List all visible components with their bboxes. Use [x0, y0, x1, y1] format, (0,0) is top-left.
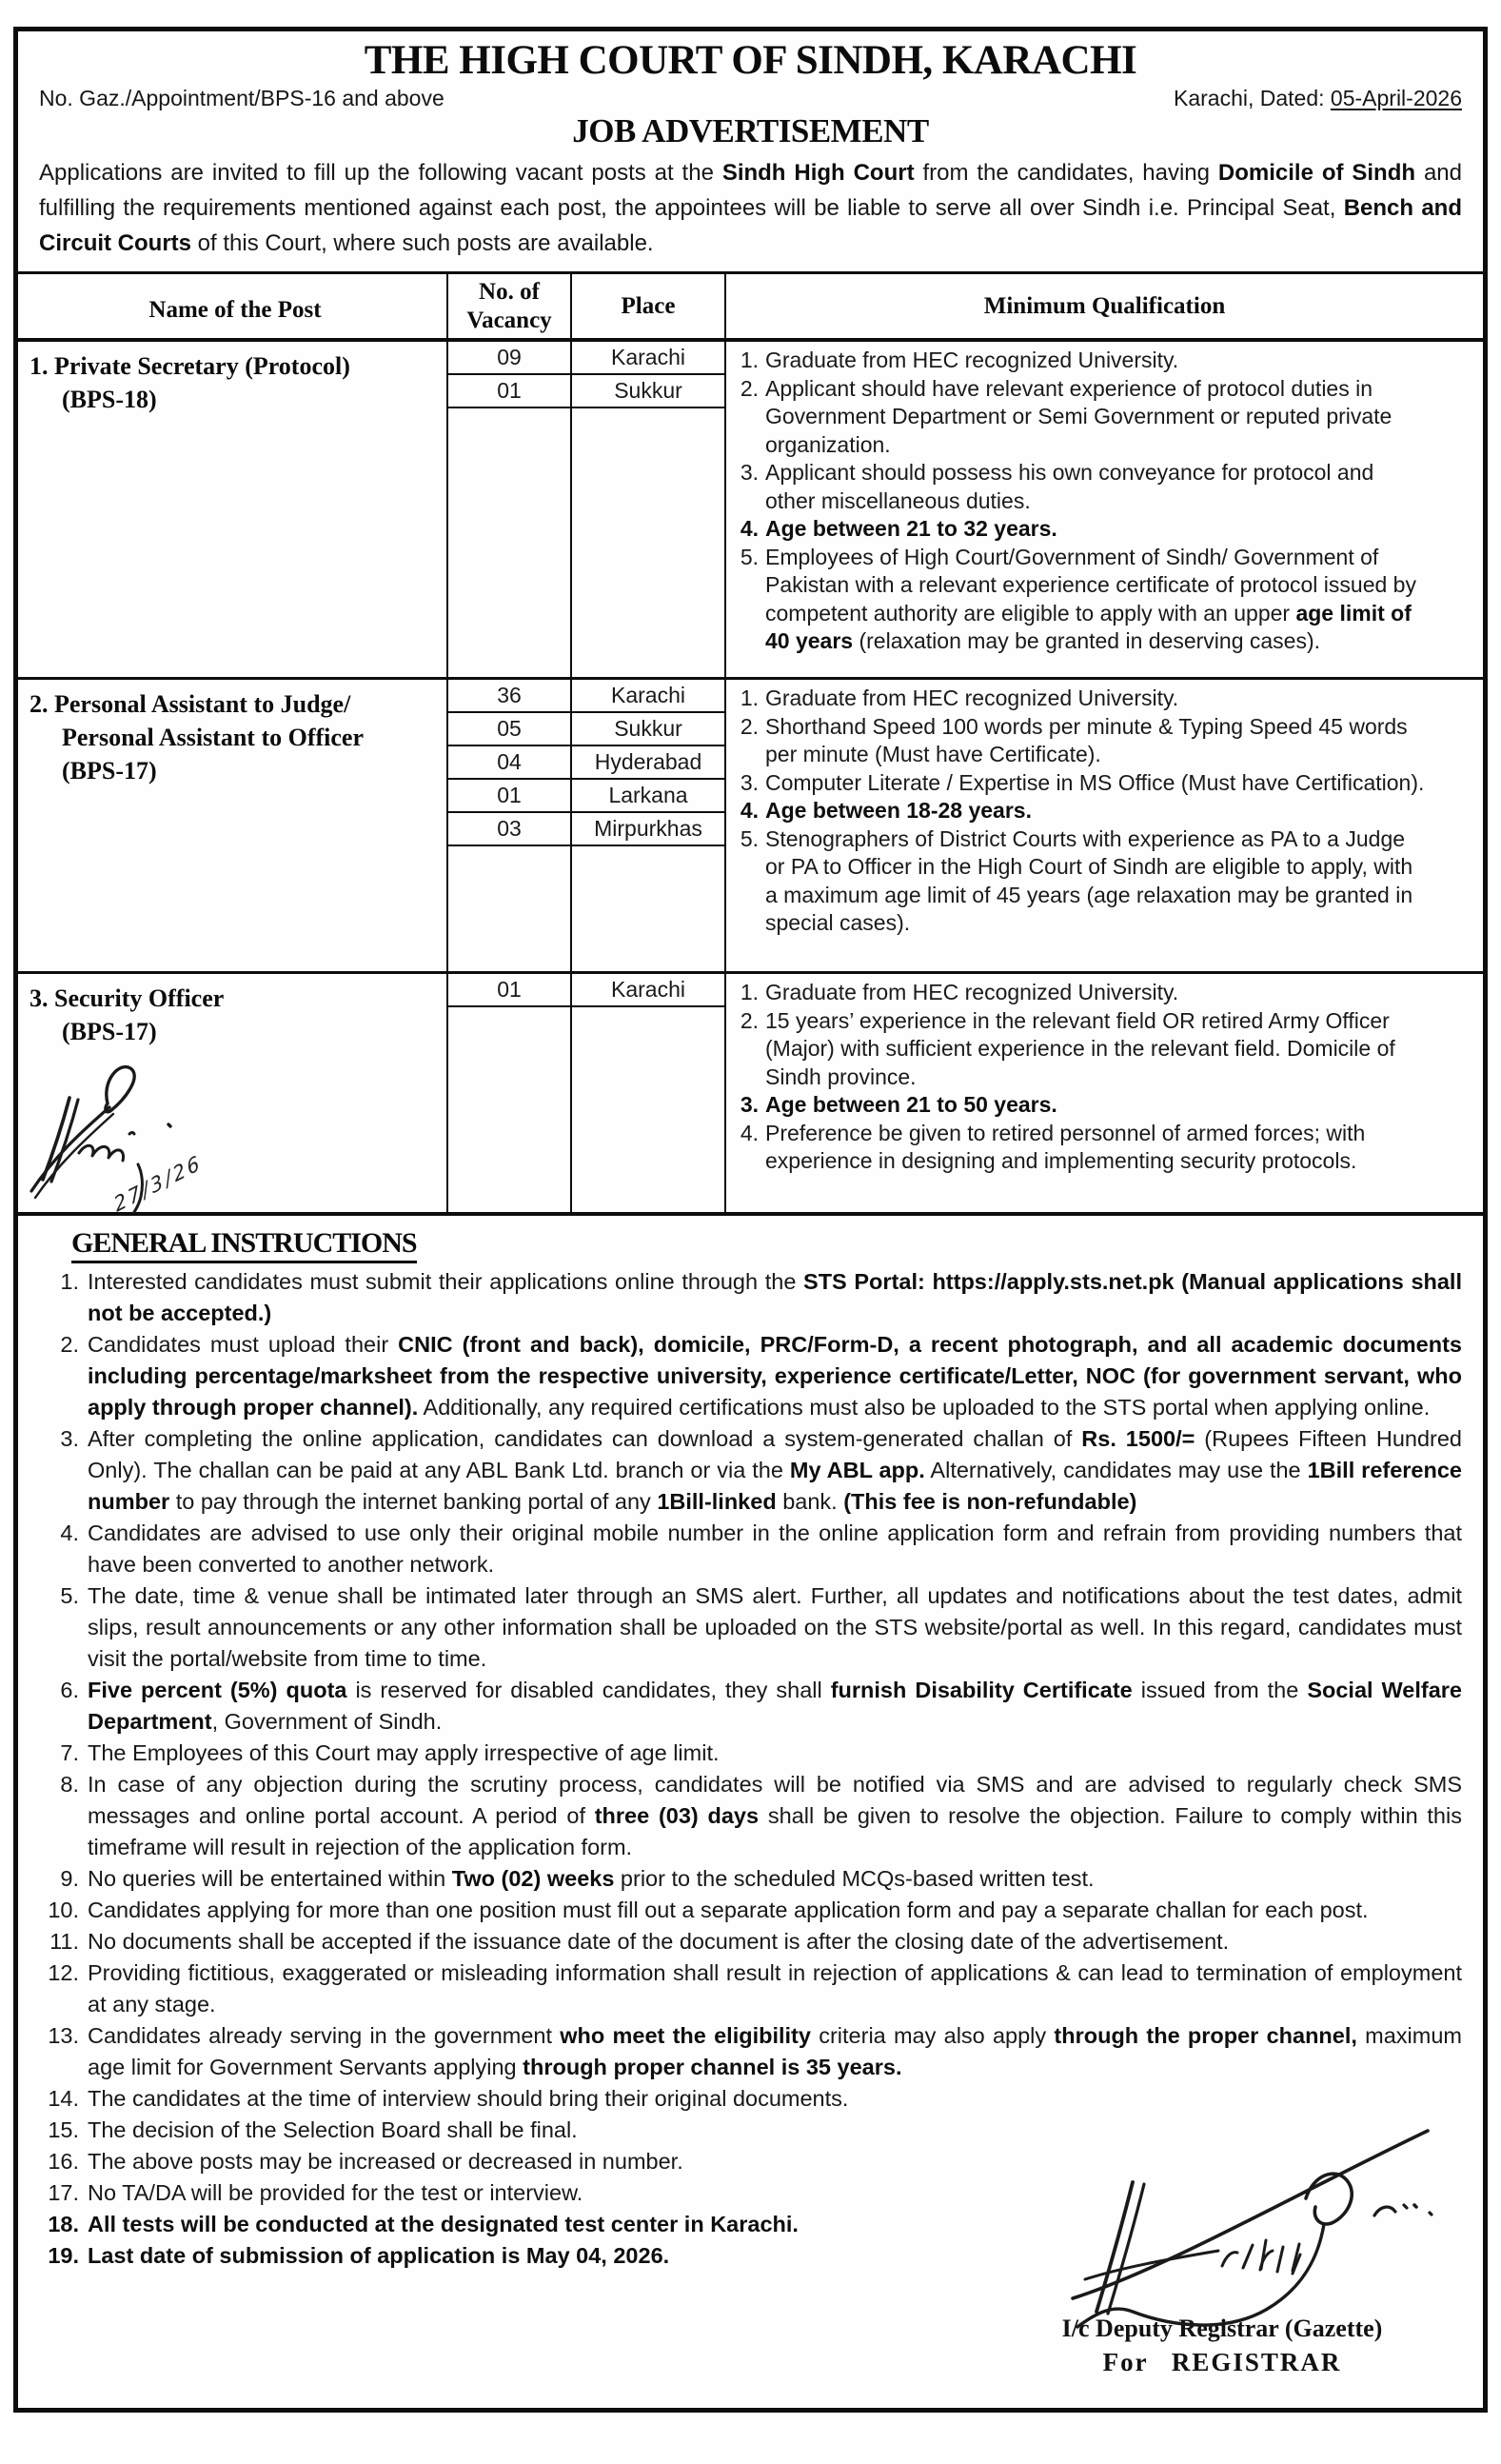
- vacancy-place: Karachi: [572, 974, 724, 1007]
- qualification-number: 1.: [740, 686, 759, 710]
- post-name-line: 2. Personal Assistant to Judge/: [30, 690, 351, 718]
- instruction-text: The Employees of this Court may apply irrespective of age limit.: [88, 1740, 720, 1765]
- vacancy-count: 04: [448, 746, 570, 780]
- instruction-text: The candidates at the time of interview should bring their original documents.: [88, 2086, 849, 2111]
- instruction-number: 11.: [49, 1929, 79, 1954]
- instruction-item: [26, 1423, 1462, 1518]
- qualification-number: 5.: [740, 825, 759, 851]
- vacancy-place: Karachi: [572, 342, 724, 375]
- qualification-text: Stenographers of District Courts with experience as PA to a Judge or PA to Officer in the High Court of Sindh are eligible to apply, with a maximum age limit of 45 years (age relaxation may be granted in special cases).: [765, 825, 1413, 935]
- instruction-item: [26, 1518, 1462, 1580]
- intro-paragraph: Applications are invited to fill up the following vacant posts at the Sindh High Court from the candidates, having Domicile of Sindh and fulfilling the requirements mentioned against each post, the appointees will be liable to serve all over Sindh i.e. Principal Seat, Bench and Circuit Courts of this Court, where such posts are available.: [39, 160, 1463, 256]
- general-instructions-section: [18, 1216, 1483, 2272]
- qualification-item: [734, 544, 1428, 656]
- instruction-text: Candidates are advised to use only their original mobile number in the online application form and refrain from providing numbers that have been converted to another network.: [88, 1520, 1462, 1577]
- instruction-number: 13.: [48, 2023, 79, 2048]
- qualification-cell: [726, 680, 1483, 971]
- instruction-text: No documents shall be accepted if the issuance date of the document is after the closing date of the advertisement.: [88, 1929, 1230, 1954]
- qualification-text: Graduate from HEC recognized University.: [765, 686, 1179, 710]
- vacancy-place: Mirpurkhas: [572, 813, 724, 846]
- vacancy-place: Hyderabad: [572, 746, 724, 780]
- post-name-cell: [18, 342, 448, 677]
- instruction-text: The date, time & venue shall be intimated later through an SMS alert. Further, all updates and notifications about the test dates, admit slips, result announcements or any other information shall be uploaded on the STS website/portal as well. In this regard, candidates must visit the portal/website from time to time.: [88, 1583, 1462, 1671]
- header-minimum-qualification: Minimum Qualification: [983, 292, 1226, 319]
- advertisement-heading: JOB ADVERTISEMENT: [572, 112, 929, 149]
- instruction-item: [26, 1329, 1462, 1423]
- qualification-item: [734, 713, 1428, 769]
- scanned-job-advertisement: [0, 27, 1501, 2464]
- instruction-text: No queries will be entertained within Two (02) weeks prior to the scheduled MCQs-based written test.: [88, 1866, 1095, 1891]
- header-no-of-vacancy: No. of Vacancy: [448, 274, 572, 338]
- table-row-security-officer: [18, 974, 1483, 1217]
- reference-number: No. Gaz./Appointment/BPS-16 and above: [39, 86, 444, 110]
- qualification-number: 5.: [740, 544, 759, 569]
- qualification-number: 3.: [740, 460, 759, 485]
- instruction-text: Last date of submission of application is May 04, 2026.: [88, 2243, 670, 2268]
- instruction-item: [26, 2020, 1462, 2083]
- instruction-item: [26, 1926, 1462, 1957]
- vacancy-count-cell: [448, 680, 572, 971]
- post-grade-line: (BPS-17): [62, 757, 157, 785]
- vacancy-place-cell: [572, 680, 726, 971]
- vacancy-count: 01: [448, 780, 570, 813]
- qualification-number: 4.: [740, 1120, 759, 1145]
- instruction-item: [26, 1738, 1462, 1769]
- qualification-number: 2.: [740, 713, 759, 739]
- vacancy-count: 03: [448, 813, 570, 846]
- vacancy-count: 05: [448, 713, 570, 746]
- qualification-text: Preference be given to retired personnel of armed forces; with experience in designing and implementing security protocols.: [765, 1120, 1366, 1173]
- instruction-item: [26, 1580, 1462, 1675]
- vacancy-place: Sukkur: [572, 375, 724, 408]
- date-line: [1174, 86, 1462, 111]
- qualification-text: Age between 18-28 years.: [765, 798, 1032, 823]
- instruction-item: [26, 1895, 1462, 1926]
- instruction-number: 1.: [60, 1269, 79, 1294]
- vacancy-count: 01: [448, 375, 570, 408]
- date-value: 05-April-2026: [1330, 86, 1462, 110]
- vacancy-place: Larkana: [572, 780, 724, 813]
- instruction-number: 12.: [48, 1960, 79, 1985]
- instruction-item: [26, 2083, 1462, 2115]
- general-instructions-heading: GENERAL INSTRUCTIONS: [71, 1227, 417, 1263]
- instruction-number: 4.: [60, 1520, 79, 1545]
- signature-date-note: 27/3/26: [110, 1150, 205, 1217]
- post-name-line: Personal Assistant to Officer: [62, 724, 365, 751]
- qualification-item: [734, 515, 1428, 544]
- instruction-text: After completing the online application, candidates can download a system-generated challan of Rs. 1500/= (Rupees Fifteen Hundred Only). The challan can be paid at any ABL Bank Ltd. branch or via the My ABL app. Alternatively, candidates may use the 1Bill reference number to pay through the internet banking portal of any 1Bill-linked bank. (This fee is non-refundable): [88, 1426, 1462, 1514]
- post-name-line: 3. Security Officer: [30, 984, 225, 1012]
- qualification-text: Graduate from HEC recognized University.: [765, 980, 1179, 1004]
- table-row-private-secretary: [18, 342, 1483, 680]
- qualification-item: [734, 375, 1428, 460]
- vacancy-place-cell: [572, 342, 726, 677]
- instruction-item: [26, 1266, 1462, 1329]
- instruction-text: Providing fictitious, exaggerated or misleading information shall result in rejection of applications & can lead to termination of employment at any stage.: [88, 1960, 1462, 2017]
- qualification-cell: [726, 974, 1483, 1212]
- instruction-number: 5.: [60, 1583, 79, 1608]
- instruction-number: 17.: [48, 2180, 79, 2205]
- qualification-item: [734, 797, 1428, 825]
- qualification-item: [734, 347, 1428, 375]
- vacancy-place-cell: [572, 974, 726, 1212]
- for-registrar-title: For REGISTRAR: [1102, 2348, 1342, 2376]
- qualification-text: Graduate from HEC recognized University.: [765, 348, 1179, 372]
- instruction-item: [26, 1863, 1462, 1895]
- vacancy-count: 01: [448, 974, 570, 1007]
- qualification-text: Employees of High Court/Government of Sindh/ Government of Pakistan with a relevant experience certificate of protocol issued by competent authority are eligible to apply with an upper age limit of 40 years (relaxation may be granted in deserving cases).: [765, 544, 1416, 653]
- instruction-text: Candidates must upload their CNIC (front and back), domicile, PRC/Form-D, a recent photograph, and all academic documents including percentage/marksheet from the respective university, experience certificate/Letter, NOC (for government servant, who apply through proper channel). Additionally, any required certifications must also be uploaded to the STS portal when applying online.: [88, 1332, 1462, 1420]
- instruction-text: All tests will be conducted at the designated test center in Karachi.: [88, 2212, 799, 2236]
- qualification-number: 2.: [740, 375, 759, 401]
- qualification-number: 3.: [740, 1092, 759, 1117]
- instruction-number: 10.: [48, 1898, 79, 1922]
- document-frame: [13, 27, 1488, 2413]
- instruction-text: Five percent (5%) quota is reserved for disabled candidates, they shall furnish Disability Certificate issued from the Social Welfare Department, Government of Sindh.: [88, 1678, 1462, 1734]
- qualification-text: Age between 21 to 32 years.: [765, 516, 1057, 541]
- post-grade-line: (BPS-17): [62, 1018, 157, 1045]
- instruction-text: Candidates applying for more than one position must fill out a separate application form and pay a separate challan for each post.: [88, 1898, 1369, 1922]
- qualification-number: 3.: [740, 769, 759, 795]
- qualification-item: [734, 769, 1428, 798]
- instruction-number: 19.: [48, 2243, 79, 2268]
- header-place: Place: [572, 274, 726, 338]
- registrar-signature-block: [994, 2313, 1451, 2379]
- qualification-item: [734, 1120, 1428, 1176]
- registrar-signature-icon: [1020, 2125, 1439, 2330]
- post-name-cell: [18, 680, 448, 971]
- instruction-text: Interested candidates must submit their applications online through the STS Portal: https://apply.sts.net.pk (Manual applications shall not be accepted.): [88, 1269, 1462, 1325]
- qualification-text: Shorthand Speed 100 words per minute & Typing Speed 45 words per minute (Must have Certificate).: [765, 713, 1408, 766]
- instruction-item: [26, 1957, 1462, 2020]
- instruction-number: 9.: [60, 1866, 79, 1891]
- instruction-number: 3.: [60, 1426, 79, 1451]
- date-prefix: Karachi, Dated:: [1173, 86, 1331, 110]
- qualification-text: Computer Literate / Expertise in MS Office (Must have Certification).: [765, 769, 1425, 795]
- qualification-number: 2.: [740, 1007, 759, 1033]
- instruction-number: 18.: [48, 2212, 79, 2236]
- qualification-item: [734, 825, 1428, 938]
- reference-row: [18, 86, 1483, 111]
- qualification-text: Applicant should possess his own conveyance for protocol and other miscellaneous duties.: [765, 460, 1374, 513]
- header-name-of-post: Name of the Post: [18, 274, 448, 338]
- instruction-number: 14.: [48, 2086, 79, 2111]
- qualification-text: Age between 21 to 50 years.: [765, 1092, 1057, 1117]
- qualification-text: 15 years’ experience in the relevant field OR retired Army Officer (Major) with sufficient experience in the relevant field. Domicile of Sindh province.: [765, 1007, 1395, 1089]
- post-grade-line: (BPS-18): [62, 386, 157, 413]
- qualification-item: [734, 1091, 1428, 1120]
- instruction-text: The decision of the Selection Board shall be final.: [88, 2117, 578, 2142]
- post-name-line: 1. Private Secretary (Protocol): [30, 352, 350, 380]
- vacancy-count-cell: [448, 342, 572, 677]
- instruction-number: 6.: [60, 1678, 79, 1702]
- instruction-text: The above posts may be increased or decreased in number.: [88, 2149, 683, 2174]
- qualification-item: [734, 459, 1428, 515]
- instruction-number: 16.: [48, 2149, 79, 2174]
- table-row-personal-assistant: [18, 680, 1483, 974]
- instruction-number: 2.: [60, 1332, 79, 1357]
- instruction-item: [26, 1769, 1462, 1863]
- qualification-text: Applicant should have relevant experience of protocol duties in Government Department or Semi Government or reputed private organization.: [765, 375, 1392, 457]
- qualification-number: 1.: [740, 348, 759, 372]
- qualification-item: [734, 979, 1428, 1007]
- qualification-item: [734, 685, 1428, 713]
- qualification-number: 1.: [740, 980, 759, 1004]
- instruction-number: 8.: [60, 1772, 79, 1797]
- instruction-number: 15.: [48, 2117, 79, 2142]
- qualification-number: 4.: [740, 516, 759, 541]
- deputy-registrar-title: I/c Deputy Registrar (Gazette): [1061, 2315, 1383, 2342]
- vacancy-table: [18, 271, 1483, 1216]
- post-name-cell: [18, 974, 448, 1217]
- vacancy-count: 09: [448, 342, 570, 375]
- qualification-cell: [726, 342, 1483, 677]
- instruction-item: [26, 1675, 1462, 1738]
- vacancy-count: 36: [448, 680, 570, 713]
- instruction-text: In case of any objection during the scrutiny process, candidates will be notified via SMS and are advised to regularly check SMS messages and online portal account. A period of three (03) days shall be given to resolve the objection. Failure to comply within this timeframe will result in rejection of the application form.: [88, 1772, 1462, 1859]
- instruction-text: No TA/DA will be provided for the test or interview.: [88, 2180, 583, 2205]
- qualification-number: 4.: [740, 798, 759, 823]
- vacancy-place: Sukkur: [572, 713, 724, 746]
- page-title: THE HIGH COURT OF SINDH, KARACHI: [364, 38, 1137, 83]
- table-header-row: [18, 274, 1483, 342]
- vacancy-place: Karachi: [572, 680, 724, 713]
- qualification-item: [734, 1007, 1428, 1092]
- instruction-text: Candidates already serving in the government who meet the eligibility criteria may also apply through the proper channel, maximum age limit for Government Servants applying through proper channel is 35 years.: [88, 2023, 1462, 2079]
- instruction-number: 7.: [60, 1740, 79, 1765]
- vacancy-count-cell: [448, 974, 572, 1212]
